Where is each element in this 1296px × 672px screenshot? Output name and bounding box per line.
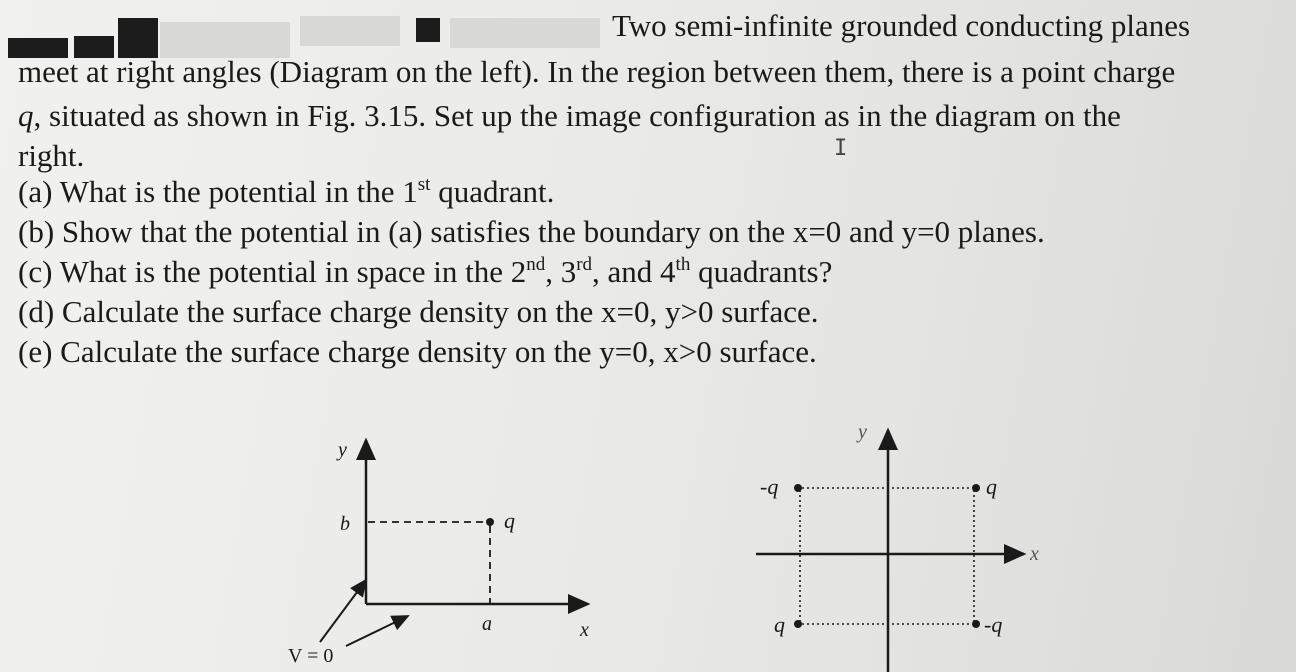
image-charge-bottom-left [794,620,802,628]
point-charge [486,518,494,526]
a-label: a [482,613,492,635]
problem-line-1: Two semi-infinite grounded conducting planes [612,8,1191,43]
question-text: , and 4 [592,254,676,289]
text-cursor-icon: I [834,136,848,161]
bottom-left-label: q [774,612,785,637]
ground-pointer-line [320,580,366,642]
x-axis-label: x [580,619,589,641]
question-b [18,216,1045,247]
ground-pointer-line [346,616,408,646]
image-charge-top-left [794,484,802,492]
question-e [18,336,817,367]
question-label: (d) [18,294,55,329]
bottom-right-label: -q [984,612,1003,637]
superscript: st [417,174,431,195]
point-charge-top-right [972,484,980,492]
y-axis-label: y [858,421,867,443]
x-axis-label: x [1030,543,1039,565]
superscript: th [675,254,691,275]
question-text: What is the potential in space in the 2 [59,254,527,289]
superscript: rd [576,254,593,275]
top-left-label: -q [760,474,779,499]
question-text: quadrant. [430,174,555,209]
problem-line-3-text: , situated as shown in Fig. 3.15. Set up the image configuration as in the diagram on the [33,98,1121,133]
problem-line-4: right. [18,138,85,173]
question-text: What is the potential in the 1 [59,174,418,209]
question-text: quadrants? [690,254,833,289]
redaction-block [416,18,440,42]
redaction-block [160,22,290,58]
charge-symbol: q [18,98,34,133]
problem-line-2: meet at right angles (Diagram on the left). In the region between them, there is a point charge [18,54,1176,89]
y-axis-label: y [338,439,347,461]
left-diagram [280,420,620,672]
redaction-block [300,16,400,46]
question-text: Show that the potential in (a) satisfies the boundary on the x=0 and y=0 planes. [61,214,1045,249]
question-text: , 3 [545,254,577,289]
redaction-block [450,18,600,48]
right-diagram [740,410,1070,672]
question-c [18,256,832,287]
question-d [18,296,819,327]
question-label: (b) [18,214,55,249]
superscript: nd [526,254,546,275]
b-label: b [340,513,350,535]
question-label: (a) [18,174,53,209]
image-charge-bottom-right [972,620,980,628]
question-a [18,176,554,207]
charge-label: q [504,508,515,533]
problem-line-3 [18,100,1121,131]
question-label: (e) [18,334,53,369]
redaction-block [118,18,158,58]
ground-label: V = 0 [288,645,334,667]
question-label: (c) [18,254,53,289]
question-text: Calculate the surface charge density on the x=0, y>0 surface. [61,294,819,329]
question-text: Calculate the surface charge density on the y=0, x>0 surface. [60,334,817,369]
top-right-label: q [986,474,997,499]
